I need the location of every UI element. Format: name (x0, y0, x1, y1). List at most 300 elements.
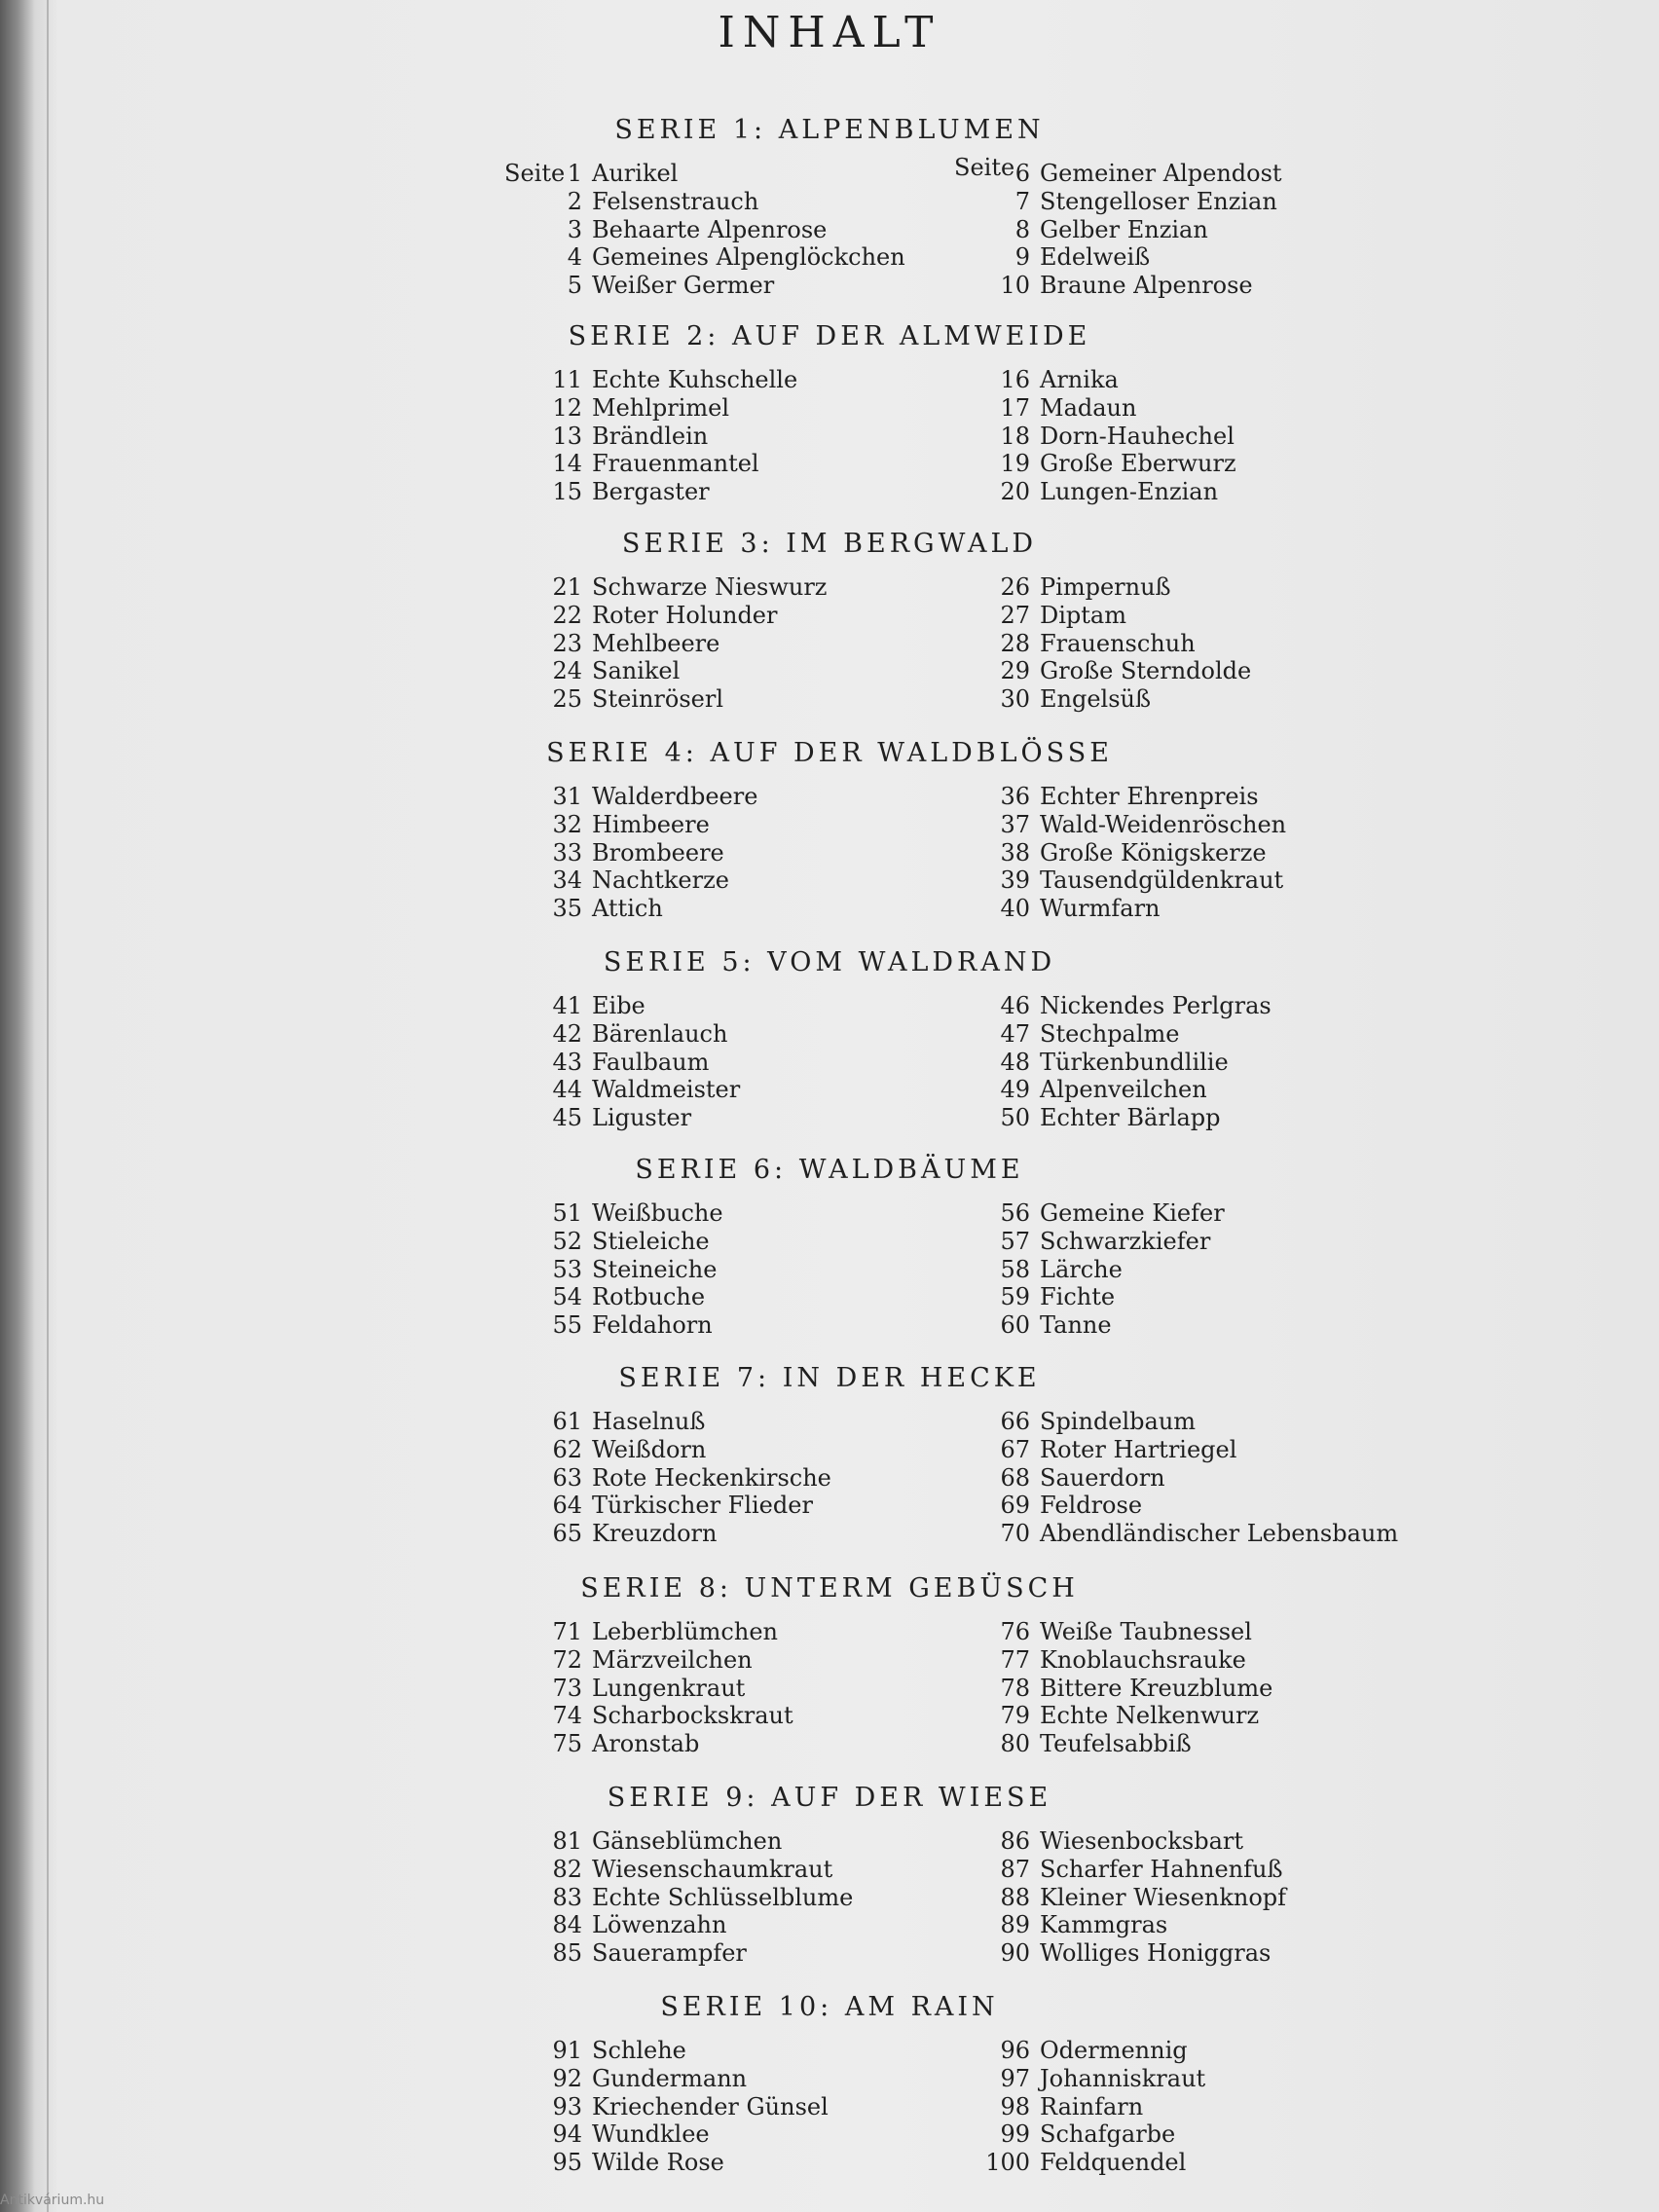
entry-number: 83 (552, 1883, 582, 1911)
entry-label: Feldquendel (1040, 2149, 1187, 2177)
entry-number: 74 (552, 1702, 582, 1730)
entry-number: 6 (1014, 160, 1030, 187)
entry-number: 57 (1000, 1227, 1030, 1255)
entry-number: 42 (552, 1019, 582, 1048)
entry-label: Stechpalme (1040, 1019, 1180, 1048)
entry-number: 71 (552, 1618, 582, 1645)
series-heading: SERIE 1: ALPENBLUMEN (614, 115, 1045, 145)
toc-entry-left (537, 394, 729, 423)
toc-entry-right (985, 1827, 1243, 1856)
entry-label: Nickendes Perlgras (1040, 992, 1272, 1019)
series-heading: SERIE 6: WALDBÄUME (635, 1155, 1024, 1185)
entry-label: Waldmeister (592, 1076, 741, 1104)
entry-number: 26 (1000, 573, 1030, 601)
toc-entry-left (537, 1675, 745, 1703)
entry-number: 84 (552, 1911, 582, 1939)
entry-label: Gemeiner Alpendost (1040, 160, 1282, 187)
entry-number: 37 (1000, 810, 1030, 838)
entry-number: 53 (552, 1255, 582, 1283)
entry-label: Wald-Weidenröschen (1040, 810, 1287, 838)
entry-number: 60 (1000, 1311, 1030, 1340)
toc-entry-right (985, 895, 1161, 923)
toc-entry-left (537, 1199, 723, 1228)
entry-label: Spindelbaum (1040, 1408, 1197, 1435)
toc-entry-right (985, 188, 1277, 216)
toc-entry-right (985, 1884, 1286, 1912)
toc-entry-right (985, 1675, 1272, 1703)
series-heading: SERIE 9: AUF DER WIESE (607, 1783, 1052, 1813)
entry-number: 33 (552, 838, 582, 866)
entry-number: 94 (552, 2120, 582, 2149)
entry-number: 62 (552, 1435, 582, 1463)
entry-number: 54 (552, 1283, 582, 1311)
entry-label: Kammgras (1040, 1911, 1168, 1939)
entry-number: 97 (1000, 2064, 1030, 2092)
toc-entry-left (537, 478, 710, 506)
entry-number: 47 (1000, 1019, 1030, 1048)
entry-number: 100 (985, 2149, 1030, 2177)
series-heading: SERIE 7: IN DER HECKE (618, 1363, 1041, 1393)
entry-label: Echte Kuhschelle (592, 366, 798, 393)
toc-entry-left (537, 1827, 782, 1856)
entry-number: 79 (1000, 1702, 1030, 1730)
toc-entry-right (985, 450, 1236, 478)
entry-number: 92 (552, 2064, 582, 2092)
entry-number: 52 (552, 1227, 582, 1255)
toc-entry-right (985, 1464, 1165, 1493)
entry-number: 30 (1000, 685, 1030, 714)
entry-label: Stieleiche (592, 1227, 710, 1255)
toc-entry-left (537, 1228, 710, 1256)
entry-number: 77 (1000, 1645, 1030, 1674)
entry-number: 32 (552, 810, 582, 838)
entry-number: 15 (552, 478, 582, 506)
entry-number: 1 (567, 160, 582, 187)
entry-label: Mehlbeere (592, 629, 720, 657)
entry-number: 50 (1000, 1104, 1030, 1132)
entry-label: Gundermann (592, 2064, 748, 2092)
toc-entry-left (537, 1492, 813, 1520)
entry-label: Braune Alpenrose (1040, 272, 1253, 300)
entry-number: 93 (552, 2092, 582, 2120)
entry-label: Engelsüß (1040, 685, 1152, 714)
entry-label: Kreuzdorn (592, 1520, 718, 1548)
entry-number: 96 (1000, 2037, 1030, 2064)
toc-entry-left (537, 2037, 686, 2065)
toc-entry-left (537, 272, 774, 300)
toc-entry-right (985, 573, 1171, 602)
entry-label: Echte Nelkenwurz (1040, 1702, 1260, 1730)
entry-number: 19 (1000, 450, 1030, 478)
entry-number: 12 (552, 393, 582, 422)
toc-entry-right (985, 1076, 1207, 1104)
toc-entry-right (985, 1104, 1221, 1132)
toc-entry-left (537, 1911, 726, 1939)
entry-label: Bittere Kreuzblume (1040, 1674, 1273, 1702)
toc-entry-left (537, 1076, 740, 1104)
entry-label: Große Königskerze (1040, 838, 1267, 866)
entry-label: Lungenkraut (592, 1674, 746, 1702)
entry-number: 29 (1000, 657, 1030, 685)
entry-number: 14 (552, 450, 582, 478)
toc-entry-right (985, 992, 1272, 1020)
toc-entry-left (537, 811, 710, 839)
entry-label: Türkischer Flieder (592, 1492, 813, 1520)
toc-entry-left (537, 839, 724, 867)
entry-number: 67 (1000, 1435, 1030, 1463)
entry-number: 13 (552, 422, 582, 450)
toc-entry-left (537, 216, 827, 244)
entry-label: Lärche (1040, 1255, 1123, 1283)
toc-entry-left (537, 1408, 705, 1436)
toc-entry-left (537, 2093, 829, 2121)
toc-entry-left (537, 602, 777, 630)
entry-label: Scharbockskraut (592, 1702, 793, 1730)
entry-label: Märzveilchen (592, 1645, 753, 1674)
toc-entry-right (985, 1408, 1196, 1436)
toc-entry-right (985, 1520, 1398, 1548)
entry-label: Dorn-Hauhechel (1040, 422, 1235, 450)
entry-label: Gemeine Kiefer (1040, 1199, 1225, 1227)
toc-entry-left (537, 992, 645, 1020)
series-heading: SERIE 10: AM RAIN (660, 1992, 999, 2022)
entry-label: Sauerdorn (1040, 1463, 1165, 1492)
entry-number: 21 (552, 573, 582, 601)
entry-label: Mehlprimel (592, 393, 730, 422)
entry-number: 91 (552, 2037, 582, 2064)
entry-number: 88 (1000, 1883, 1030, 1911)
toc-entry-left (537, 685, 723, 714)
entry-number: 87 (1000, 1855, 1030, 1883)
series-heading: SERIE 8: UNTERM GEBÜSCH (580, 1573, 1079, 1604)
entry-number: 31 (552, 783, 582, 810)
entry-number: 10 (1000, 272, 1030, 300)
toc-entry-right (985, 1646, 1246, 1675)
toc-entry-left (537, 1436, 706, 1464)
entry-number: 76 (1000, 1618, 1030, 1645)
page-title: INHALT (718, 8, 941, 57)
toc-entry-left (537, 895, 663, 923)
entry-label: Sauerampfer (592, 1939, 747, 1968)
toc-entry-right (985, 783, 1259, 811)
entry-label: Große Eberwurz (1040, 450, 1236, 478)
entry-number: 40 (1000, 895, 1030, 923)
entry-number: 51 (552, 1199, 582, 1227)
toc-entry-right (985, 685, 1151, 714)
entry-number: 48 (1000, 1048, 1030, 1076)
toc-entry-right (985, 366, 1119, 394)
entry-label: Brändlein (592, 422, 709, 450)
toc-entry-left (537, 2120, 710, 2149)
entry-number: 44 (552, 1076, 582, 1104)
entry-label: Bärenlauch (592, 1019, 728, 1048)
entry-label: Wolliges Honiggras (1040, 1939, 1272, 1968)
toc-entry-left (537, 1730, 699, 1758)
entry-label: Madaun (1040, 393, 1137, 422)
entry-label: Bergaster (592, 478, 710, 506)
toc-entry-right (985, 2065, 1205, 2093)
toc-entry-right (985, 2037, 1188, 2065)
entry-label: Wiesenbocksbart (1040, 1827, 1244, 1855)
entry-number: 11 (552, 366, 582, 393)
toc-entry-left (537, 1049, 709, 1077)
entry-label: Türkenbundlilie (1040, 1048, 1229, 1076)
entry-number: 20 (1000, 478, 1030, 506)
entry-number: 49 (1000, 1076, 1030, 1104)
entry-label: Johanniskraut (1040, 2064, 1206, 2092)
entry-number: 82 (552, 1855, 582, 1883)
entry-label: Knoblauchsrauke (1040, 1645, 1246, 1674)
entry-label: Schlehe (592, 2037, 686, 2064)
entry-number: 81 (552, 1827, 582, 1855)
toc-entry-right (985, 2093, 1143, 2121)
entry-label: Große Sterndolde (1040, 657, 1252, 685)
series-heading: SERIE 2: AUF DER ALMWEIDE (568, 321, 1091, 351)
toc-entry-left (537, 1520, 717, 1548)
entry-label: Stengelloser Enzian (1040, 187, 1277, 215)
toc-entry-right (985, 2120, 1175, 2149)
entry-number: 95 (552, 2149, 582, 2177)
entry-label: Schwarze Nieswurz (592, 573, 828, 601)
entry-label: Haselnuß (592, 1408, 706, 1435)
entry-label: Steineiche (592, 1255, 718, 1283)
entry-label: Walderdbeere (592, 783, 758, 810)
entry-number: 90 (1000, 1939, 1030, 1968)
entry-number: 98 (1000, 2092, 1030, 2120)
toc-entry-right (985, 1228, 1210, 1256)
entry-label: Weißer Germer (592, 272, 775, 300)
entry-number: 22 (552, 601, 582, 629)
entry-number: 68 (1000, 1463, 1030, 1492)
toc-entry-right (985, 1911, 1167, 1939)
toc-entry-left (537, 2065, 747, 2093)
entry-number: 59 (1000, 1283, 1030, 1311)
toc-entry-left (537, 657, 680, 685)
toc-entry-right (985, 657, 1251, 685)
toc-entry-left (537, 366, 797, 394)
entry-label: Feldahorn (592, 1311, 713, 1340)
toc-entry-left (537, 1020, 727, 1049)
entry-label: Löwenzahn (592, 1911, 727, 1939)
entry-number: 86 (1000, 1827, 1030, 1855)
entry-number: 43 (552, 1048, 582, 1076)
entry-number: 5 (567, 272, 582, 300)
entry-label: Sanikel (592, 657, 681, 685)
entry-label: Brombeere (592, 838, 724, 866)
entry-label: Wundklee (592, 2120, 710, 2149)
entry-label: Himbeere (592, 810, 710, 838)
entry-label: Frauenschuh (1040, 629, 1196, 657)
toc-entry-left (537, 188, 758, 216)
toc-entry-left (537, 1311, 713, 1340)
toc-entry-right (985, 423, 1235, 451)
seite-label-left: Seite (504, 160, 566, 187)
series-heading: SERIE 3: IM BERGWALD (621, 529, 1038, 559)
entry-number: 80 (1000, 1730, 1030, 1758)
entry-number: 89 (1000, 1911, 1030, 1939)
entry-number: 2 (567, 187, 582, 215)
entry-label: Weißdorn (592, 1435, 707, 1463)
toc-entry-right (985, 243, 1150, 272)
entry-label: Gänseblümchen (592, 1827, 783, 1855)
entry-number: 70 (1000, 1520, 1030, 1548)
entry-label: Attich (592, 895, 663, 923)
entry-label: Liguster (592, 1104, 692, 1132)
entry-label: Abendländischer Lebensbaum (1040, 1520, 1399, 1548)
entry-label: Schafgarbe (1040, 2120, 1176, 2149)
entry-number: 75 (552, 1730, 582, 1758)
toc-entry-right (985, 602, 1126, 630)
toc-entry-left (537, 1939, 747, 1968)
entry-number: 35 (552, 895, 582, 923)
entry-label: Teufelsabbiß (1040, 1730, 1192, 1758)
entry-label: Odermennig (1040, 2037, 1188, 2064)
toc-entry-left (537, 423, 708, 451)
entry-label: Edelweiß (1040, 243, 1151, 272)
entry-number: 23 (552, 629, 582, 657)
entry-number: 45 (552, 1104, 582, 1132)
entry-label: Wurmfarn (1040, 895, 1161, 923)
entry-label: Aronstab (592, 1730, 700, 1758)
entry-label: Feldrose (1040, 1492, 1143, 1520)
toc-entry-right (985, 1049, 1229, 1077)
entry-label: Roter Holunder (592, 601, 778, 629)
entry-label: Tausendgüldenkraut (1040, 866, 1284, 895)
entry-label: Diptam (1040, 601, 1126, 629)
toc-entry-right (985, 478, 1218, 506)
entry-label: Schwarzkiefer (1040, 1227, 1211, 1255)
entry-label: Aurikel (592, 160, 679, 187)
entry-label: Felsenstrauch (592, 187, 759, 215)
entry-number: 65 (552, 1520, 582, 1548)
toc-entry-right (985, 1199, 1225, 1228)
entry-number: 61 (552, 1408, 582, 1435)
toc-entry-left (537, 243, 905, 272)
entry-label: Nachtkerze (592, 866, 729, 895)
toc-entry-left (537, 1856, 832, 1884)
watermark: Antikvárium.hu (0, 2193, 105, 2208)
toc-entry-right (985, 272, 1253, 300)
toc-entry-right (985, 1939, 1271, 1968)
entry-label: Faulbaum (592, 1048, 710, 1076)
entry-number: 78 (1000, 1674, 1030, 1702)
toc-entry-right (985, 1283, 1115, 1311)
entry-number: 56 (1000, 1199, 1030, 1227)
entry-number: 58 (1000, 1255, 1030, 1283)
toc-entry-right (985, 2149, 1186, 2177)
entry-number: 72 (552, 1645, 582, 1674)
entry-number: 25 (552, 685, 582, 714)
entry-label: Wiesenschaumkraut (592, 1855, 833, 1883)
entry-label: Arnika (1040, 366, 1119, 393)
toc-entry-right (985, 1730, 1192, 1758)
entry-label: Echte Schlüsselblume (592, 1883, 854, 1911)
entry-label: Echter Ehrenpreis (1040, 783, 1259, 810)
entry-label: Weiße Taubnessel (1040, 1618, 1252, 1645)
toc-entry-right (985, 839, 1267, 867)
entry-number: 69 (1000, 1492, 1030, 1520)
entry-number: 34 (552, 866, 582, 895)
entry-number: 41 (552, 992, 582, 1019)
toc-entry-right (985, 811, 1286, 839)
toc-entry-left (537, 450, 759, 478)
entry-label: Leberblümchen (592, 1618, 778, 1645)
entry-number: 36 (1000, 783, 1030, 810)
toc-entry-right (985, 630, 1196, 658)
toc-entry-left (537, 1283, 705, 1311)
entry-number: 16 (1000, 366, 1030, 393)
toc-entry-left (537, 1256, 717, 1284)
entry-number: 17 (1000, 393, 1030, 422)
toc-entry-left (537, 1618, 778, 1646)
toc-entry-right (985, 1436, 1236, 1464)
toc-entry-left (537, 783, 757, 811)
entry-label: Alpenveilchen (1040, 1076, 1207, 1104)
toc-entry-right (985, 1492, 1142, 1520)
toc-entry-right (985, 1702, 1259, 1730)
entry-number: 55 (552, 1311, 582, 1340)
toc-entry-right (985, 394, 1136, 423)
toc-entry-left (537, 1884, 853, 1912)
entry-number: 9 (1014, 243, 1030, 272)
entry-label: Kriechender Günsel (592, 2092, 829, 2120)
entry-number: 4 (567, 243, 582, 272)
entry-number: 7 (1014, 187, 1030, 215)
entry-number: 28 (1000, 629, 1030, 657)
entry-number: 3 (567, 215, 582, 243)
entry-number: 8 (1014, 215, 1030, 243)
entry-number: 73 (552, 1674, 582, 1702)
entry-label: Roter Hartriegel (1040, 1435, 1237, 1463)
entry-number: 39 (1000, 866, 1030, 895)
toc-entry-right (985, 1856, 1283, 1884)
entry-number: 46 (1000, 992, 1030, 1019)
toc-entry-left (537, 866, 729, 895)
toc-entry-left (537, 1104, 691, 1132)
series-heading: SERIE 5: VOM WALDRAND (603, 947, 1056, 977)
series-heading: SERIE 4: AUF DER WALDBLÖSSE (546, 738, 1113, 768)
toc-entry-left (537, 1702, 793, 1730)
entry-number: 64 (552, 1492, 582, 1520)
toc-entry-right (985, 866, 1283, 895)
entry-label: Rote Heckenkirsche (592, 1463, 831, 1492)
toc-entry-left (537, 2149, 724, 2177)
entry-label: Pimpernuß (1040, 573, 1171, 601)
entry-label: Weißbuche (592, 1199, 723, 1227)
entry-label: Wilde Rose (592, 2149, 724, 2177)
entry-number: 66 (1000, 1408, 1030, 1435)
entry-number: 63 (552, 1463, 582, 1492)
toc-entry-right (985, 160, 1282, 188)
toc-entry-left (537, 573, 827, 602)
entry-number: 85 (552, 1939, 582, 1968)
toc-entry-left (537, 1464, 831, 1493)
entry-label: Tanne (1040, 1311, 1112, 1340)
toc-entry-left (537, 630, 719, 658)
seite-label-right: Seite (954, 154, 1015, 181)
entry-label: Scharfer Hahnenfuß (1040, 1855, 1283, 1883)
entry-label: Rotbuche (592, 1283, 706, 1311)
entry-number: 27 (1000, 601, 1030, 629)
toc-entry-right (985, 1020, 1180, 1049)
entry-number: 24 (552, 657, 582, 685)
toc-entry-right (985, 216, 1208, 244)
entry-label: Rainfarn (1040, 2092, 1144, 2120)
toc-entry-right (985, 1256, 1123, 1284)
entry-label: Behaarte Alpenrose (592, 215, 828, 243)
entry-label: Eibe (592, 992, 645, 1019)
toc-entry-left (537, 1646, 753, 1675)
